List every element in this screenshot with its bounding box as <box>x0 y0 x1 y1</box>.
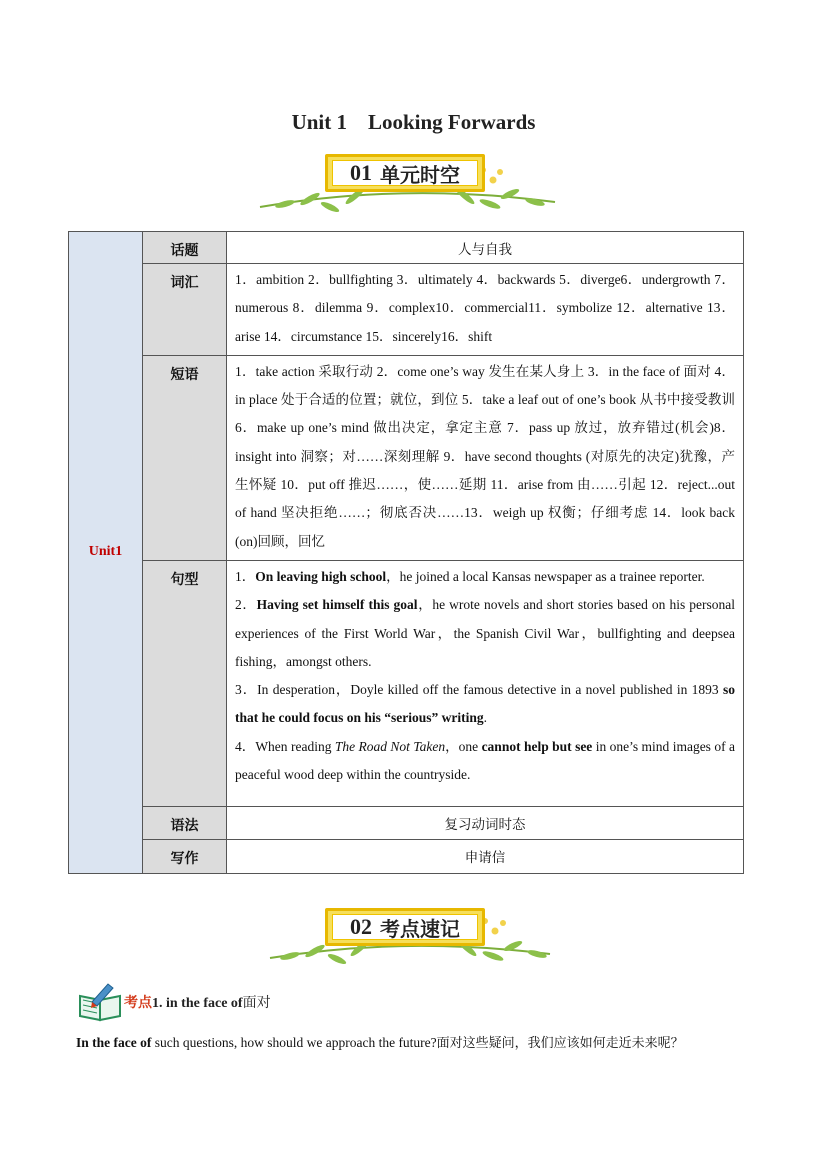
pattern-list <box>227 560 744 806</box>
banner-title: 考点速记 <box>380 916 460 941</box>
pattern-item: 3．In desperation，Doyle killed off the famous detective in a novel published in 1893 so that he could focus on his “serious” writing. <box>235 682 735 726</box>
key-point-phrase: in the face of <box>166 996 243 1011</box>
book-pen-icon <box>78 982 124 1022</box>
banner-number: 02 <box>350 914 372 939</box>
banner-title: 单元时空 <box>380 162 460 187</box>
key-point-tag: 考点 <box>124 995 152 1011</box>
grammar-value: 复习动词时态 <box>227 806 744 839</box>
writing-value: 申请信 <box>227 839 744 873</box>
writing-label: 写作 <box>143 839 227 873</box>
key-point-heading <box>78 982 271 1022</box>
phrase-label: 短语 <box>143 355 227 560</box>
pattern-item: 1．On leaving high school，he joined a local Kansas newspaper as a trainee reporter. <box>235 568 705 584</box>
topic-value: 人与自我 <box>227 232 744 264</box>
vocab-list: 1．ambition 2．bullfighting 3．ultimately 4．backwards 5．diverge6．undergrowth 7．numerous 8．dilemma 9．complex10．commercial11．symbolize 12．alternative 13．arise 14．circumstance 15．sincerely16．shift <box>227 264 744 356</box>
banner-number: 01 <box>350 160 372 185</box>
key-point-meaning: 面对 <box>242 995 271 1011</box>
pattern-item: 4．When reading The Road Not Taken，one cannot help but see in one’s mind images of a peaceful wood deep within the countryside. <box>235 738 735 783</box>
key-point-number: 1. <box>152 996 163 1011</box>
unit-label: Unit1 <box>69 232 143 874</box>
topic-label: 话题 <box>143 232 227 264</box>
vocab-label: 词汇 <box>143 264 227 356</box>
page-title: Unit 1 Looking Forwards <box>291 110 536 134</box>
section-banner-2 <box>255 906 565 976</box>
phrase-text: 1．take action 采取行动 2．come one’s way 发生在某人身上 3．in the face of 面对 4．in place 处于合适的位置；就位，到位 5．take a leaf out of one’s book 从书中接受教训 6．make up one’s mind 做出决定，拿定主意 7．pass up 放过，放弃错过(机会)8．insight into 洞察；对……深刻理解 9．have second thoughts (对原先的决定)犹豫，产生怀疑 10．put off 推迟……，使……延期 11．arise from 由……引起 12．reject...out of hand 坚决拒绝……；彻底否决……13．weigh up 权衡；仔细考虑 14．look back (on)回顾，回忆 <box>235 363 735 549</box>
example-sentence: In the face of such questions, how should we approach the future?面对这些疑问，我们应该如何走近未来呢？ <box>76 1035 684 1051</box>
section-banner-1 <box>255 152 565 222</box>
pattern-item: 2．Having set himself this goal，he wrote novels and short stories based on his personal experiences of the First World War，the Spanish Civil War，bullfighting and deepsea fishing，amongst others. <box>235 597 735 669</box>
pattern-label: 句型 <box>143 560 227 806</box>
grammar-label: 语法 <box>143 806 227 839</box>
unit-summary-table <box>68 231 744 874</box>
phrase-list <box>227 355 744 560</box>
